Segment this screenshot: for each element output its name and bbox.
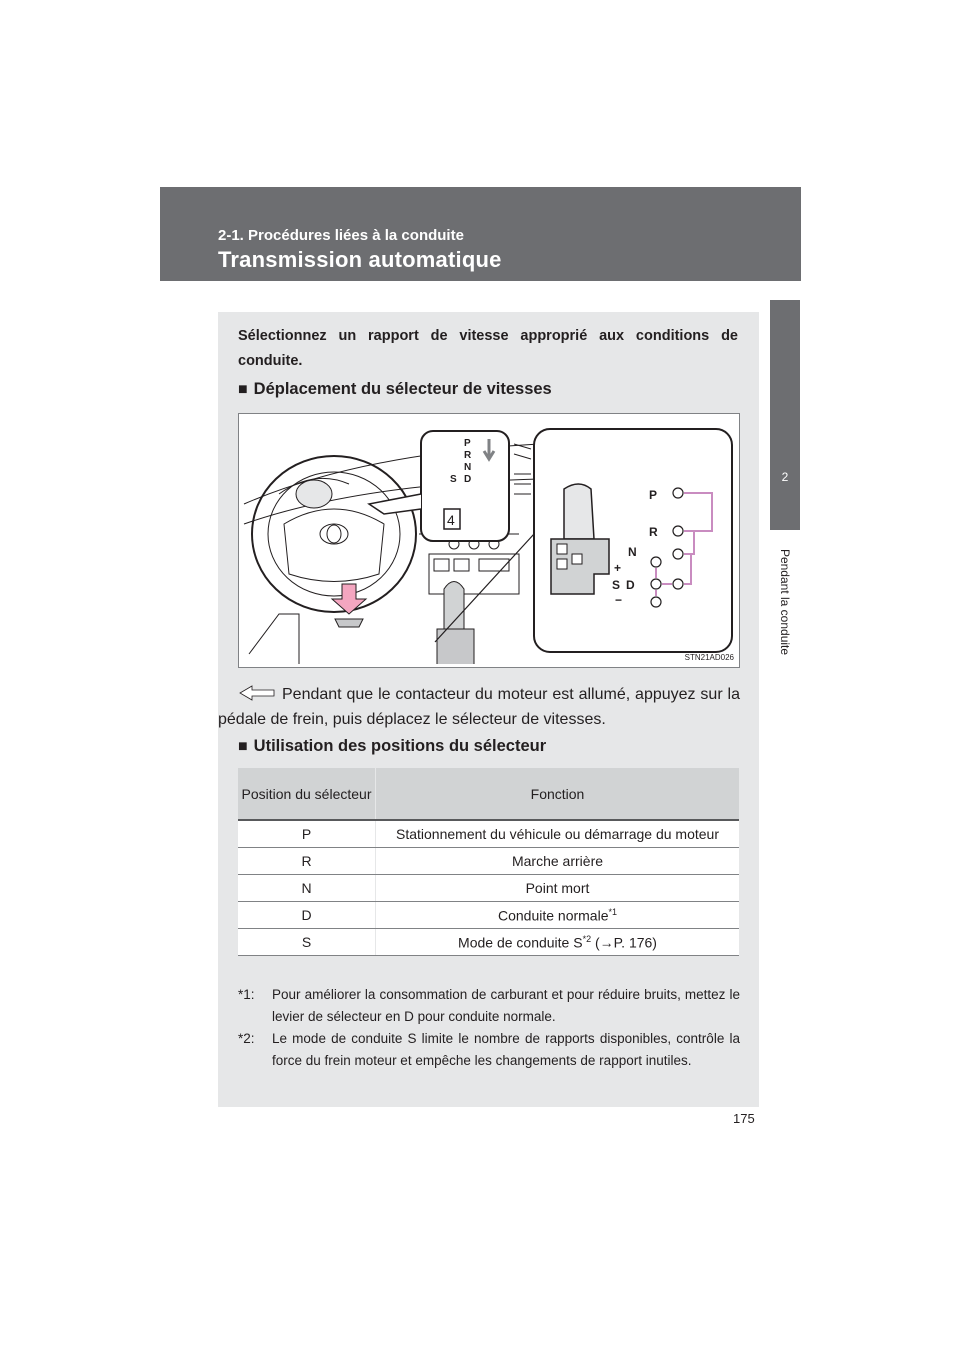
- gate-label-n: N: [628, 545, 637, 559]
- row-function-cell: [376, 929, 740, 956]
- display-letter-r: R: [464, 450, 472, 461]
- row-function: Marche arrière: [376, 848, 740, 875]
- row-position: S: [238, 929, 376, 956]
- row-function: Conduite normale: [497, 907, 609, 924]
- page-title: Transmission automatique: [218, 247, 502, 272]
- figure-code: STN21AD026: [684, 653, 734, 662]
- row-position: P: [238, 820, 376, 848]
- chapter-label-wrap: [770, 535, 800, 685]
- chapter-number: 2: [781, 470, 789, 484]
- heading-positions: [238, 737, 546, 756]
- footnote-mark: *1:: [238, 987, 255, 1002]
- footnote-ref[interactable]: *2: [582, 933, 592, 944]
- chapter-tab[interactable]: [770, 300, 800, 530]
- display-letter-n: N: [464, 462, 472, 473]
- caption-text: Pendant que le contacteur du moteur est allumé, appuyez sur la pédale de frein, puis déplacez le sélecteur de vitesses.: [218, 686, 740, 728]
- display-letter-p: P: [464, 438, 471, 449]
- figure-caption: [218, 682, 740, 732]
- section-title: 2-1. Procédures liées à la conduite: [218, 227, 464, 244]
- display-letter-d: D: [464, 474, 472, 485]
- table-row: [238, 820, 739, 848]
- gate-label-plus: +: [614, 561, 622, 575]
- heading-shift: [238, 380, 552, 399]
- row-function: Mode de conduite S: [458, 934, 583, 951]
- positions-table: [238, 768, 739, 956]
- row-function: Stationnement du véhicule ou démarrage du moteur: [376, 820, 740, 848]
- square-bullet-icon: ■: [238, 381, 248, 398]
- content-panel: [218, 312, 759, 1107]
- row-position: N: [238, 875, 376, 902]
- chapter-label: Pendant la conduite: [778, 548, 792, 656]
- table-row: [238, 848, 739, 875]
- table-header-row: [238, 768, 739, 820]
- row-function-cell: [376, 902, 740, 929]
- section-header: [160, 187, 801, 281]
- header-function: Fonction: [376, 768, 740, 820]
- table-row: [238, 875, 739, 902]
- display-callout: [369, 431, 509, 541]
- gate-label-s: S: [612, 578, 621, 592]
- footnote-1: [238, 984, 740, 1028]
- dashboard-illustration: [239, 414, 739, 667]
- gate-label-p: P: [649, 488, 658, 502]
- gate-label-d: D: [626, 578, 635, 592]
- heading-shift-label: Déplacement du sélecteur de vitesses: [253, 380, 552, 398]
- row-position: R: [238, 848, 376, 875]
- table-row: [238, 929, 739, 956]
- page-number: 175: [733, 1111, 755, 1126]
- row-position: D: [238, 902, 376, 929]
- row-function: Point mort: [376, 875, 740, 902]
- square-bullet-icon: ■: [238, 738, 248, 755]
- footnote-2: [238, 1028, 740, 1072]
- gate-label-minus: −: [615, 593, 623, 607]
- header-position: Position du sélecteur: [238, 768, 376, 820]
- gear-display: 4: [447, 512, 455, 528]
- footnote-mark: *2:: [238, 1031, 255, 1046]
- heading-positions-label: Utilisation des positions du sélecteur: [253, 737, 547, 755]
- shift-figure: [238, 413, 740, 668]
- footnote-text: Le mode de conduite S limite le nombre de rapports disponibles, contrôle la force du frein moteur et empêche les changements de rapport inutiles.: [272, 1031, 740, 1068]
- table-row: [238, 902, 739, 929]
- footnote-text: Pour améliorer la consommation de carburant et pour réduire bruits, mettez le levier de sélecteur en D pour conduite normale.: [272, 987, 740, 1024]
- intro-text: Sélectionnez un rapport de vitesse approprié aux conditions de conduite.: [238, 328, 738, 369]
- page-reference-link[interactable]: (→P. 176): [594, 934, 657, 951]
- arrow-left-icon: [238, 684, 276, 700]
- footnote-ref[interactable]: *1: [608, 906, 618, 917]
- gate-label-r: R: [649, 525, 658, 539]
- display-letter-s: S: [450, 474, 457, 485]
